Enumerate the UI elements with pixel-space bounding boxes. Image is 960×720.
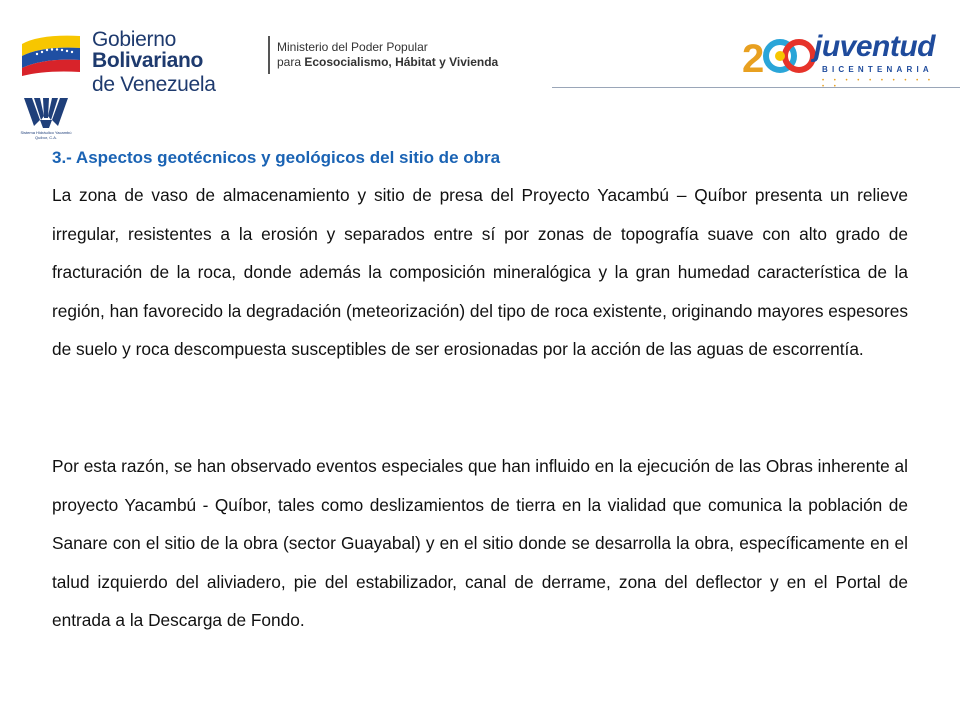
ministry-line2-prefix: para — [277, 55, 305, 69]
juventud-bicentenaria-logo — [742, 26, 942, 90]
gov-line1-regular: Gobierno — [92, 28, 176, 51]
header-rule — [552, 87, 960, 88]
gov-line2: de Venezuela — [92, 73, 216, 96]
paragraph-1: La zona de vaso de almacenamiento y sitio de presa del Proyecto Yacambú – Quíbor presenta un relieve irregular, resistentes a la erosión y separados entre sí por zonas de topografía suave con alto grado de fracturación de la roca, donde además la composición mineralógica y la gran humedad característica de la región, han favorecido la degradación (meteorización) del tipo de roca existente, originando mayores espesores de suelo y roca descompuesta susceptibles de ser erosionadas por la acción de las aguas de escorrentía. — [52, 185, 908, 359]
paragraph-2: Por esta razón, se han observado eventos especiales que han influido en la ejecución de las Obras inherente al proyecto Yacambú - Quíbor, tales como deslizamientos de tierra en la vialidad que comunica la población de Sanare con el sitio de la obra (sector Guayabal) y en el sitio donde se desarrolla la obra, específicamente en el talud izquierdo del aliviadero, pie del estabilizador, canal de derrame, zona del deflector y en el Portal de entrada a la Descarga de Fondo. — [52, 456, 908, 630]
juventud-subtitle: BICENTENARIA — [822, 65, 933, 74]
juventud-word: juventud — [814, 30, 935, 63]
page-header — [0, 0, 960, 96]
ministry-line2-bold: Ecosocialismo, Hábitat y Vivienda — [304, 55, 499, 69]
svg-text:2: 2 — [742, 37, 765, 80]
company-name-text: Sistema Hidráulico Yacambú Quíbor, C.A. — [20, 130, 72, 140]
gobierno-bolivariano-logo — [20, 22, 270, 96]
yacambu-quibor-logo-icon — [20, 96, 72, 152]
venezuela-flag-icon — [20, 30, 82, 76]
ministry-name — [277, 40, 498, 70]
header-divider — [268, 36, 270, 74]
ministry-line1: Ministerio del Poder Popular — [277, 40, 428, 54]
section-heading: 3.- Aspectos geotécnicos y geológicos del sitio de obra — [52, 148, 501, 167]
decorative-dots: • • • • • • • • • • — [822, 78, 935, 84]
200-anniversary-icon — [742, 32, 816, 80]
gobierno-text — [92, 29, 270, 95]
gov-line1-bold: Bolivariano — [92, 49, 204, 72]
